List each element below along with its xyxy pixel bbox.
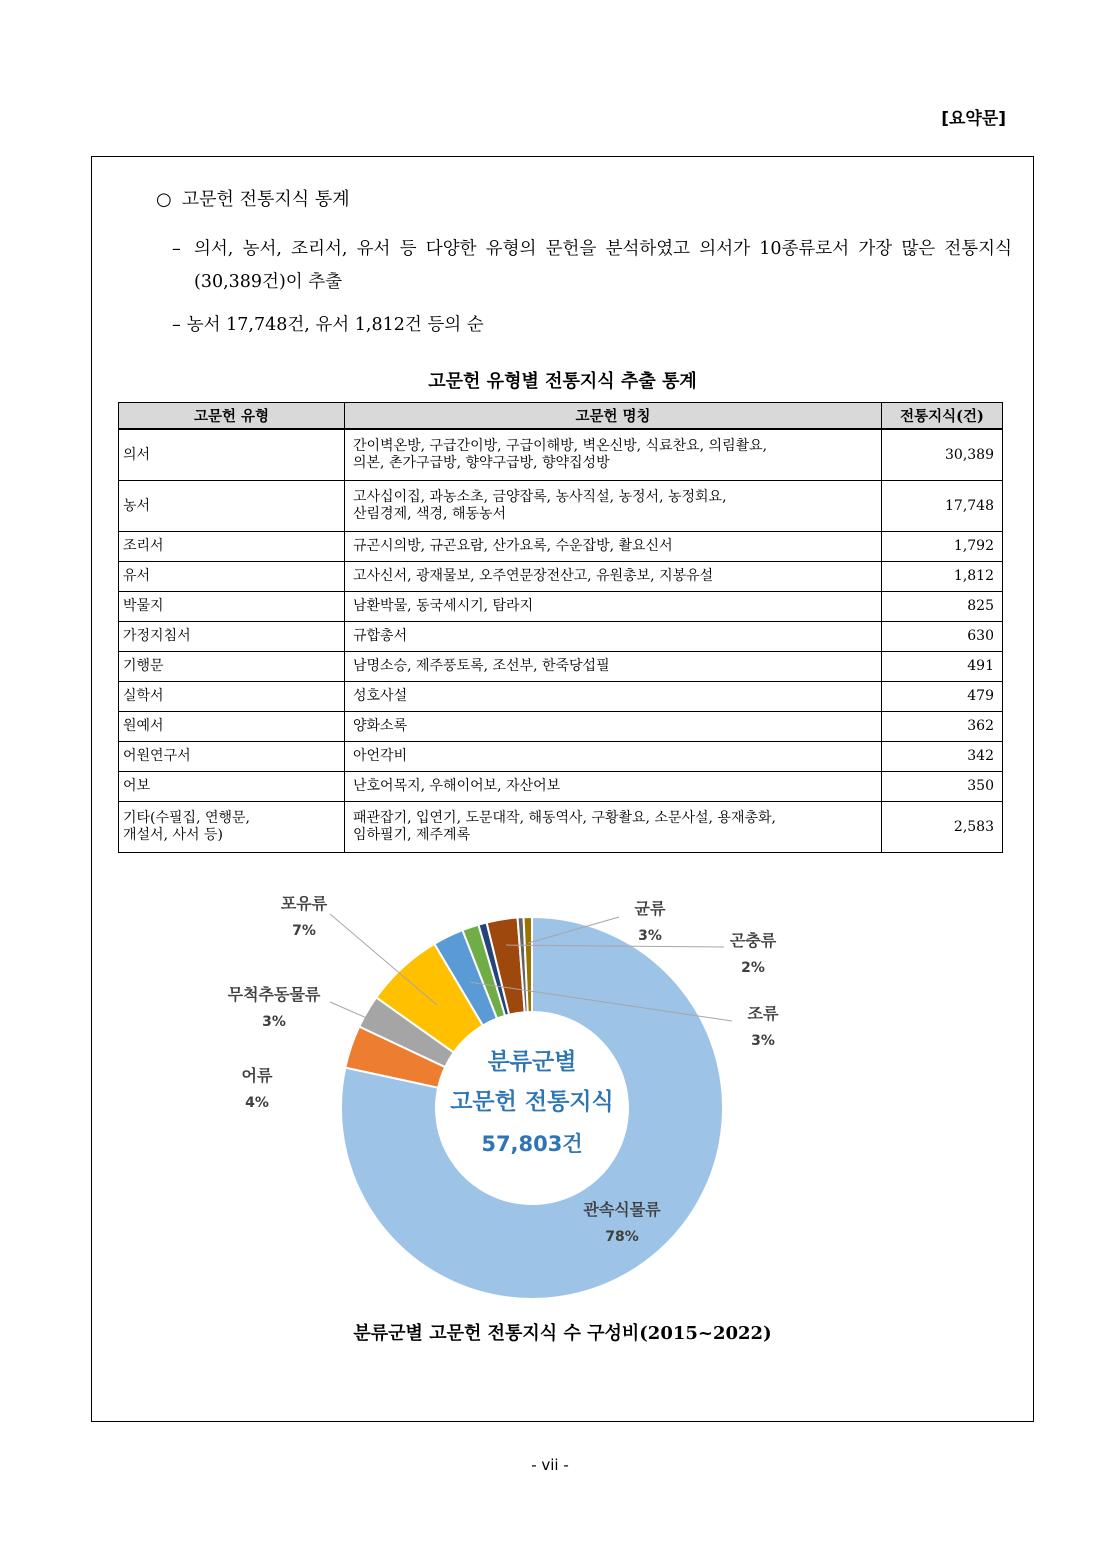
cell-count: 825 [882, 592, 1003, 622]
dash-bullet-icon: – [172, 239, 181, 259]
slice-label: 포유류 [280, 894, 328, 913]
cell-type-line: 실학서 [123, 688, 164, 704]
chart-caption: 분류군별 고문헌 전통지식 수 구성비(2015~2022) [353, 1323, 772, 1344]
cell-type-line: 농서 [123, 497, 151, 514]
cell-name-line: 의본, 촌가구급방, 향약구급방, 향약집성방 [353, 455, 610, 471]
cell-count: 630 [882, 622, 1003, 652]
cell-type-line: 원예서 [123, 718, 164, 734]
summary-box [91, 156, 1034, 1422]
slice-percent-label: 3% [751, 1033, 775, 1049]
dash-bullet-icon: – [172, 315, 181, 335]
slice-label: 무척추동물류 [227, 985, 321, 1004]
cell-count: 17,748 [882, 481, 1003, 532]
slice-percent-label: 4% [245, 1095, 269, 1111]
cell-count: 1,792 [882, 532, 1003, 562]
cell-count: 2,583 [882, 802, 1003, 853]
cell-name-line: 남명소승, 제주풍토록, 조선부, 한죽당섭필 [353, 658, 610, 674]
cell-name-line: 난호어목지, 우해이어보, 자산어보 [353, 778, 561, 794]
slice-label: 균류 [634, 899, 666, 918]
cell-count: 1,812 [882, 562, 1003, 592]
cell-type-line: 어원연구서 [123, 748, 191, 764]
circle-bullet-icon: ○ [156, 189, 172, 210]
cell-type-line: 개설서, 사서 등) [123, 827, 223, 843]
summary-tag: [요약문] [941, 109, 1006, 129]
cell-type-line: 박물지 [123, 598, 164, 614]
cell-type-line: 유서 [123, 568, 151, 584]
slice-label: 어류 [241, 1066, 273, 1085]
cell-type-line: 조리서 [123, 538, 164, 554]
header-type: 고문헌 유형 [119, 403, 345, 430]
cell-type-line: 기타(수필집, 연행문, [123, 810, 251, 826]
bullet-2-text: 농서 17,748건, 유서 1,812건 등의 순 [186, 315, 484, 335]
header-count: 전통지식(건) [882, 403, 1003, 430]
slice-label: 관속식물류 [583, 1200, 661, 1219]
cell-type-line: 기행문 [123, 658, 164, 674]
cell-name-line: 규곤시의방, 규곤요람, 산가요록, 수운잡방, 촬요신서 [353, 538, 673, 554]
cell-name-line: 간이벽온방, 구급간이방, 구급이해방, 벽온신방, 식료찬요, 의림촬요, [353, 438, 768, 454]
header-name: 고문헌 명칭 [345, 403, 882, 430]
cell-count: 491 [882, 652, 1003, 682]
slice-percent-label: 7% [292, 923, 316, 939]
section-heading-text: 고문헌 전통지식 통계 [181, 189, 350, 210]
cell-count: 342 [882, 742, 1003, 772]
cell-count: 479 [882, 682, 1003, 712]
cell-name-line: 임하필기, 제주계록 [353, 827, 471, 843]
center-text-line-1: 분류군별 [487, 1049, 577, 1075]
cell-type-line: 어보 [123, 778, 151, 794]
cell-name-line: 고사십이집, 과농소초, 금양잡록, 농사직설, 농정서, 농정회요, [353, 489, 727, 505]
cell-count: 350 [882, 772, 1003, 802]
table-title: 고문헌 유형별 전통지식 추출 통계 [428, 371, 697, 392]
cell-name-line: 남환박물, 동국세시기, 탐라지 [353, 598, 534, 614]
page-number: - vii - [531, 1456, 569, 1474]
center-text-total: 57,803건 [481, 1132, 583, 1156]
cell-count: 30,389 [882, 429, 1003, 481]
cell-name-line: 양화소록 [353, 718, 408, 734]
slice-percent-label: 3% [262, 1014, 286, 1030]
cell-name-line: 고사신서, 광재물보, 오주연문장전산고, 유원총보, 지봉유설 [353, 568, 714, 584]
cell-type-line: 의서 [123, 446, 151, 463]
slice-label: 조류 [747, 1004, 779, 1023]
cell-name-line: 패관잡기, 입연기, 도문대작, 해동역사, 구황촬요, 소문사설, 용재총화, [353, 810, 776, 826]
cell-count: 362 [882, 712, 1003, 742]
cell-type-line: 가정지침서 [123, 628, 191, 644]
slice-percent-label: 78% [605, 1229, 639, 1245]
cell-name-line: 성호사설 [353, 688, 408, 704]
donut-chart [92, 157, 1033, 1421]
cell-name-line: 산림경제, 색경, 해동농서 [353, 506, 507, 522]
slice-label: 곤충류 [729, 931, 777, 950]
slice-percent-label: 3% [638, 928, 662, 944]
cell-name-line: 규합총서 [353, 628, 408, 644]
cell-name-line: 아언각비 [353, 748, 408, 764]
slice-percent-label: 2% [741, 960, 765, 976]
bullet-1-text: 의서, 농서, 조리서, 유서 등 다양한 유형의 문헌을 분석하였고 의서가 10종류로서 가장 많은 전통지식(30,389건)이 추출 [194, 239, 1012, 292]
center-text-line-2: 고문헌 전통지식 [450, 1089, 614, 1115]
